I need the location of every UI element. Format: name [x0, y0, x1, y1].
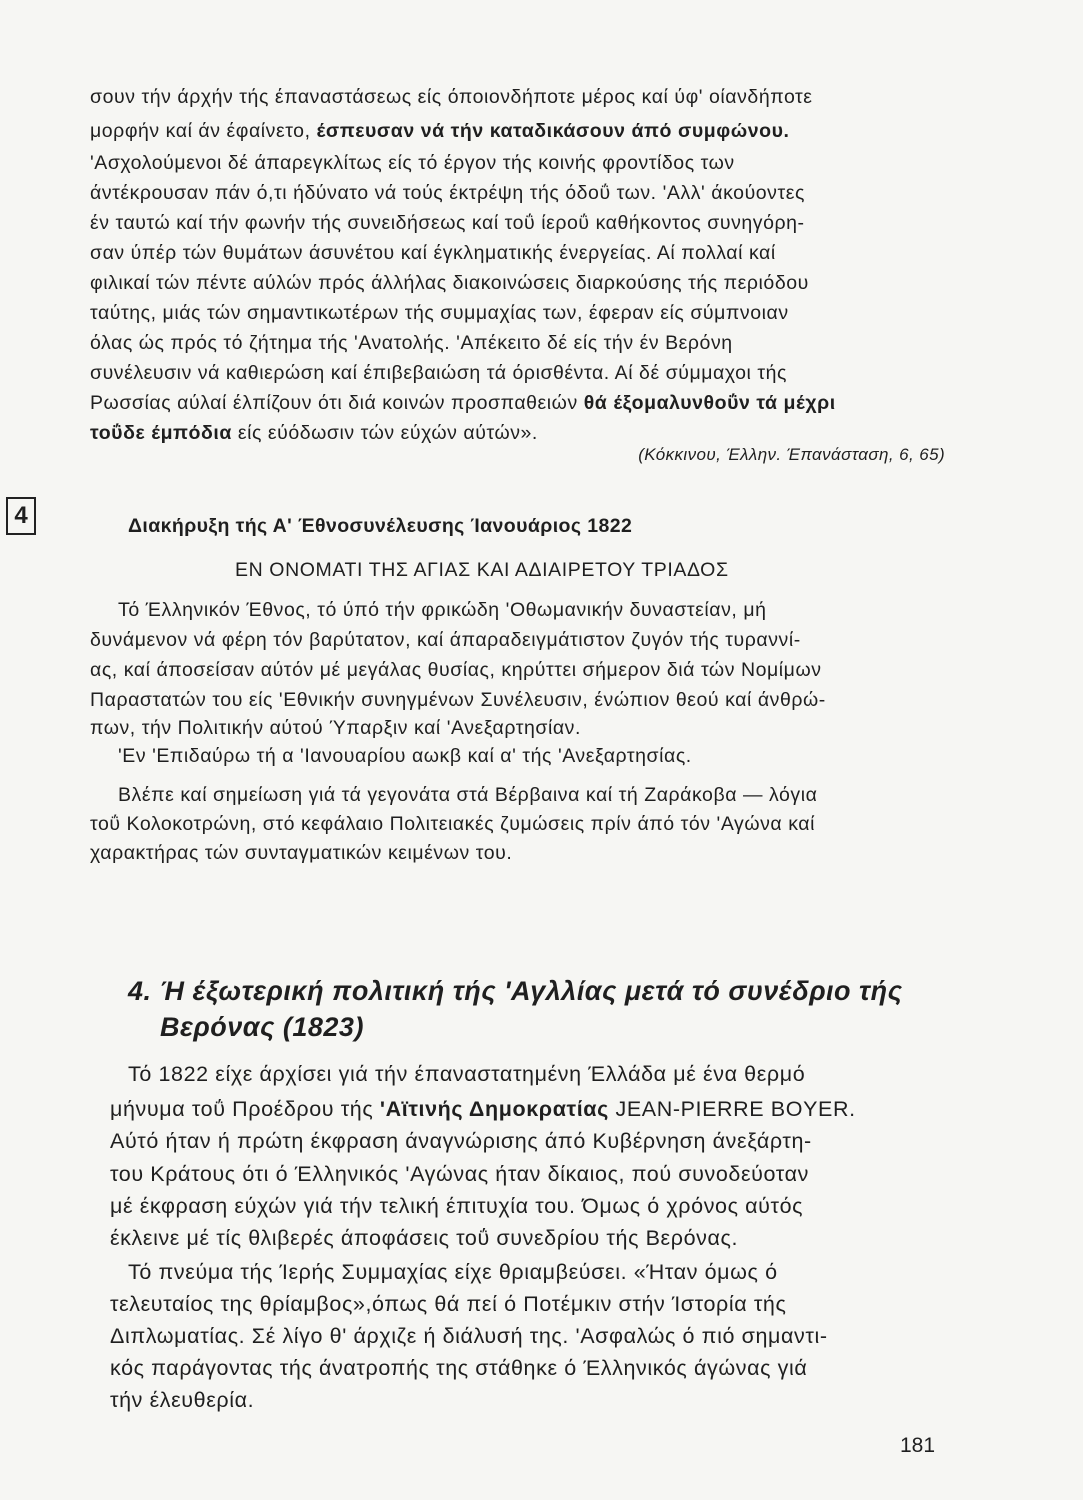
text-line: έν ταυτώ καί τήν φωνήν τής συνειδήσεως καί τοΰ ίεροΰ καθήκοντος συνηγόρη- [90, 212, 805, 234]
text-line: κός παράγοντας τής άνατροπής της στάθηκε ό Έλληνικός άγώνας γιά [110, 1356, 808, 1380]
section-title: 4. Ή έξωτερική πολιτική τής 'Αγλλίας μετά τό συνέδριο τής [128, 976, 903, 1006]
text-line: μέ έκφραση εύχών γιά τήν τελική έπιτυχία του. Όμως ό χρόνος αύτός [110, 1194, 804, 1218]
text-line: ταύτης, μιάς τών σημαντικωτέρων τής συμμαχίας των, έφεραν είς σύμπνοιαν [90, 302, 789, 324]
section-title: Βερόνας (1823) [160, 1012, 364, 1042]
source-citation: (Κόκκινου, Έλλην. Έπανάσταση, 6, 65) [638, 445, 945, 464]
text-run: Ρωσσίας αύλαί έλπίζουν ότι διά κοινών προσπαθειών [90, 392, 584, 414]
text-line: Διπλωματίας. Σέ λίγο θ' άρχιζε ή διάλυσή της. 'Ασφαλώς ό πιό σημαντι- [110, 1324, 828, 1348]
text-line: τελευταίος της θρίαμβος»,όπως θά πεί ό Ποτέμκιν στήν Ίστορία τής [110, 1292, 787, 1316]
text-line: σαν ύπέρ τών θυμάτων άσυνέτου καί έγκληματικής ένεργείας. Αί πολλαί καί [90, 242, 776, 264]
bold-text: 'Αϊτινής Δημοκρατίας [379, 1097, 609, 1121]
text-line: άντέκρουσαν πάν ό,τι ήδύνατο νά τούς έκτρέψη τής όδοΰ των. 'Αλλ' άκούοντες [90, 182, 805, 204]
bold-text: τοΰδε έμπόδια [90, 422, 232, 444]
text-line: συνέλευσιν νά καθιερώση καί έπιβεβαιώση τά όρισθέντα. Αί δέ σύμμαχοι τής [90, 362, 787, 384]
text-run: μήνυμα τοΰ Προέδρου τής [110, 1097, 380, 1121]
text-line: δυνάμενον νά φέρη τόν βαρύτατον, καί άπαραδειγμάτιστον ζυγόν τής τυραννί- [90, 629, 801, 651]
text-line: Βλέπε καί σημείωση γιά τά γεγονάτα στά Βέρβαινα καί τή Ζαράκοβα — λόγια [118, 784, 818, 806]
text-run: JEAN-PIERRE BOYER. [608, 1097, 856, 1121]
text-run: μορφήν καί άν έφαίνετο, [90, 120, 317, 142]
text-line: Τό 1822 είχε άρχίσει γιά τήν έπαναστατημένη Έλλάδα μέ ένα θερμό [128, 1062, 806, 1086]
text-line: 'Εν 'Επιδαύρω τή α 'Ιανουαρίου αωκβ καί α' τής 'Ανεξαρτησίας. [118, 745, 692, 767]
text-line: Τό Έλληνικόν Έθνος, τό ύπό τήν φρικώδη 'Οθωμανικήν δυναστείαν, μή [118, 599, 767, 621]
text-line: φιλικαί τών πέντε αύλών πρός άλλήλας διακοινώσεις διαρκούσης τής περιόδου [90, 272, 809, 294]
text-line: ας, καί άποσείσαν αύτόν μέ μεγάλας θυσίας, κηρύττει σήμερον διά τών Νομίμων [90, 659, 822, 681]
declaration-title: Διακήρυξη τής Α' Έθνοσυνέλευσης Ίανουάριος 1822 [128, 515, 633, 537]
text-line: τοΰ Κολοκοτρώνη, στό κεφάλαιο Πολιτειακές ζυμώσεις πρίν άπό τόν 'Αγώνα καί [90, 813, 815, 835]
page-number: 181 [900, 1434, 936, 1457]
text-line: Τό πνεύμα τής Ίερής Συμμαχίας είχε θριαμβεύσει. «Ήταν όμως ό [128, 1260, 778, 1284]
text-line: όλας ώς πρός τό ζήτημα τής 'Ανατολής. 'Απέκειτο δέ είς τήν έν Βερόνη [90, 332, 733, 354]
bold-text: έσπευσαν νά τήν καταδικάσουν άπό συμφώνου. [316, 120, 790, 142]
text-line [110, 1095, 970, 1123]
bold-text: θά έξομαλυνθοΰν τά μέχρι [583, 392, 836, 414]
text-line: του Κράτους ότι ό Έλληνικός 'Αγώνας ήταν δίκαιος, πού συνοδεύοταν [110, 1162, 809, 1186]
text-line: τήν έλευθερία. [110, 1388, 255, 1412]
text-run: είς εύόδωσιν τών εύχών αύτών». [231, 422, 538, 444]
text-line: έκλεινε μέ τίς θλιβερές άποφάσεις τοΰ συνεδρίου τής Βερόνας. [110, 1226, 739, 1250]
text-line [90, 420, 950, 446]
text-line: 'Ασχολούμενοι δέ άπαρεγκλίτως είς τό έργον τής κοινής φροντίδος των [90, 152, 735, 174]
text-line: σουν τήν άρχήν τής έπαναστάσεως είς όποιονδήποτε μέρος καί ύφ' οίανδήποτε [90, 86, 813, 108]
declaration-subtitle: ΕΝ ΟΝΟΜΑΤΙ ΤΗΣ ΑΓΙΑΣ ΚΑΙ ΑΔΙΑΙΡΕΤΟΥ ΤΡΙΑΔΟΣ [235, 559, 729, 581]
text-line: πων, τήν Πολιτικήν αύτού Ύπαρξιν καί 'Ανεξαρτησίαν. [90, 717, 581, 739]
text-line: Αύτό ήταν ή πρώτη έκφραση άναγνώρισης άπό Κυβέρνηση άνεξάρτη- [110, 1129, 812, 1153]
document-number-box: 4 [6, 497, 36, 535]
text-line [90, 118, 950, 144]
text-line [90, 390, 950, 416]
text-line: χαρακτήρας τών συνταγματικών κειμένων του. [90, 842, 513, 864]
text-line: Παραστατών του είς 'Εθνικήν συνηγμένων Συνέλευσιν, ένώπιον θεού καί άνθρώ- [90, 689, 826, 711]
